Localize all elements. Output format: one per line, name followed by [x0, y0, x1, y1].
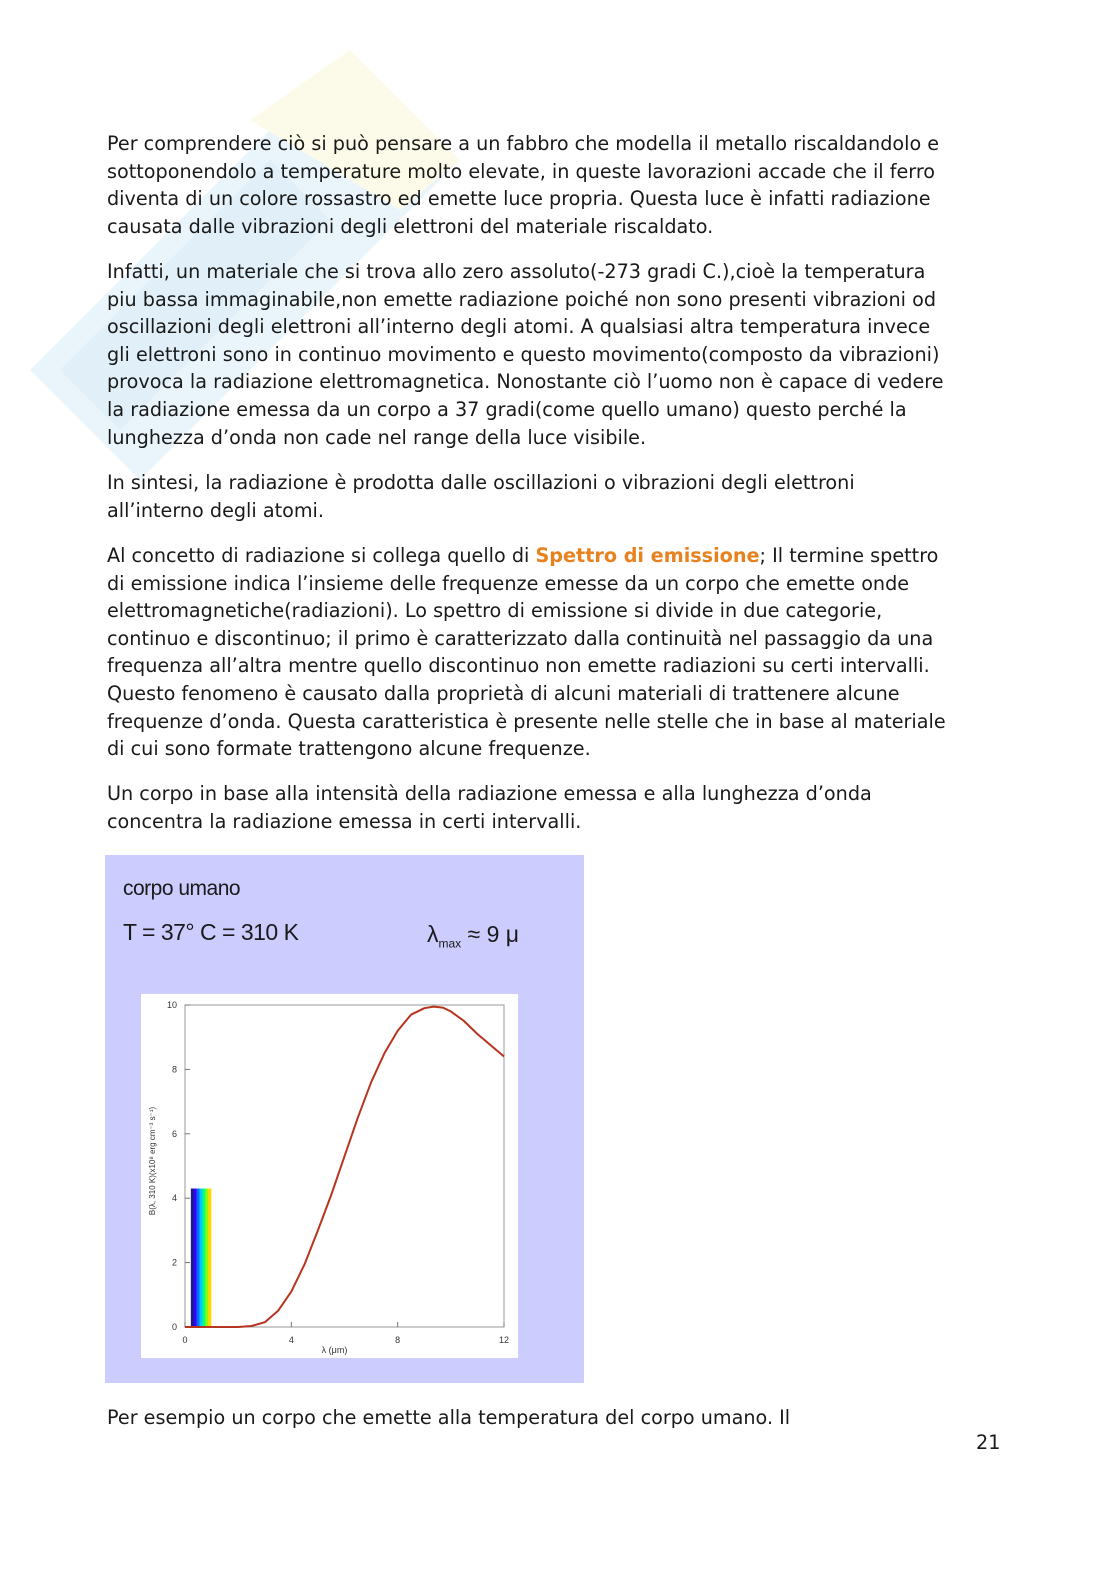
paragraph-1: [107, 130, 1007, 240]
text-line: gli elettroni sono in continuo movimento e questo movimento(composto da vibrazioni): [107, 342, 940, 366]
spectrum-chart: [141, 994, 518, 1358]
y-tick-label: 4: [171, 1193, 177, 1204]
plot-area: [141, 994, 518, 1358]
visible-band-stripe: [197, 1189, 200, 1327]
text-line: frequenza all’altra mentre quello discontinuo non emette radiazioni su certi intervalli.: [107, 654, 930, 678]
figure-title: corpo umano: [123, 877, 241, 900]
y-tick-label: 0: [171, 1322, 177, 1332]
text-line: Per comprendere ciò si può pensare a un fabbro che modella il metallo riscaldandolo e: [107, 132, 940, 155]
paragraph-2: [107, 258, 1007, 451]
x-tick-label: 12: [498, 1335, 510, 1345]
page-number: 21: [976, 1431, 1001, 1454]
text-line: lunghezza d’onda non cade nel range della luce visibile.: [107, 425, 647, 449]
paragraph-3: [107, 469, 1007, 524]
figure-temperature: T = 37° C = 310 K: [123, 919, 299, 945]
y-tick-label: 8: [171, 1064, 177, 1075]
series-line: [185, 1007, 504, 1327]
text-line: piu bassa immaginabile,non emette radiazione poiché non sono presenti vibrazioni od: [107, 287, 937, 311]
y-tick-label: 10: [166, 1000, 177, 1010]
text-line: Un corpo in base alla intensità della radiazione emessa e alla lunghezza d’onda: [107, 782, 872, 805]
text-line: elettromagnetiche(radiazioni). Lo spettro di emissione si divide in due categorie,: [107, 599, 883, 623]
text-line: In sintesi, la radiazione è prodotta dalle oscillazioni o vibrazioni degli elettroni: [107, 471, 855, 494]
blackbody-figure: [105, 855, 584, 1383]
text-line: Questo fenomeno è causato dalla proprietà di alcuni materiali di trattenere alcune: [107, 681, 900, 705]
text-line: di emissione indica l’insieme delle frequenze emesse da un corpo che emette onde: [107, 571, 910, 595]
text-line: Per esempio un corpo che emette alla temperatura del corpo umano. Il: [107, 1406, 791, 1429]
visible-band-stripe: [205, 1189, 208, 1327]
x-tick-label: 8: [395, 1335, 401, 1345]
text-line: sottoponendolo a temperature molto elevate, in queste lavorazioni accade che il ferro: [107, 159, 936, 183]
text-line: provoca la radiazione elettromagnetica. Nonostante ciò l’uomo non è capace di vedere: [107, 370, 944, 394]
visible-band-stripe: [208, 1189, 211, 1327]
y-axis-label: B(λ, 310 K)(x10⁸ erg cm⁻³ s⁻¹): [148, 1106, 157, 1216]
text-line: frequenze d’onda. Questa caratteristica è presente nelle stelle che in base al materiale: [107, 709, 946, 733]
highlight-term: Spettro di emissione: [535, 544, 760, 567]
text-line: [107, 542, 1007, 570]
text-line: Infatti, un materiale che si trova allo zero assoluto(-273 gradi C.),cioè la temperatura: [107, 260, 926, 283]
text-fragment: Al concetto di radiazione si collega quello di: [107, 544, 536, 567]
figure-lambda-max: [427, 921, 519, 951]
y-tick-label: 2: [171, 1257, 177, 1268]
x-tick-label: 4: [288, 1335, 294, 1345]
text-line: causata dalle vibrazioni degli elettroni del materiale riscaldato.: [107, 214, 714, 238]
visible-band-stripe: [194, 1189, 197, 1327]
x-axis-label: λ (μm): [321, 1345, 348, 1355]
paragraph-6: [107, 1404, 1007, 1432]
text-line: continuo e discontinuo; il primo è caratterizzato dalla continuità nel passaggio da una: [107, 626, 934, 650]
text-line: la radiazione emessa da un corpo a 37 gradi(come quello umano) questo perché la: [107, 397, 907, 421]
visible-band-stripe: [191, 1189, 194, 1327]
y-tick-label: 6: [171, 1128, 177, 1139]
visible-band-stripe: [200, 1189, 203, 1327]
lambda-symbol: λ: [427, 921, 439, 947]
lambda-subscript: max: [438, 936, 462, 951]
text-line: oscillazioni degli elettroni all’interno degli atomi. A qualsiasi altra temperatura invece: [107, 315, 931, 339]
text-line: diventa di un colore rossastro ed emette luce propria. Questa luce è infatti radiazione: [107, 187, 931, 211]
plot-frame: [185, 1005, 504, 1327]
text-line: all’interno degli atomi.: [107, 498, 324, 522]
text-line: di cui sono formate trattengono alcune frequenze.: [107, 737, 591, 761]
text-line: concentra la radiazione emessa in certi intervalli.: [107, 809, 582, 833]
lambda-value: ≈ 9 μ: [461, 921, 520, 947]
paragraph-5: [107, 780, 1007, 835]
paragraph-4: [107, 542, 1007, 763]
text-fragment: ; Il termine spettro: [759, 544, 939, 567]
visible-band-stripe: [202, 1189, 205, 1327]
x-tick-label: 0: [182, 1335, 188, 1345]
